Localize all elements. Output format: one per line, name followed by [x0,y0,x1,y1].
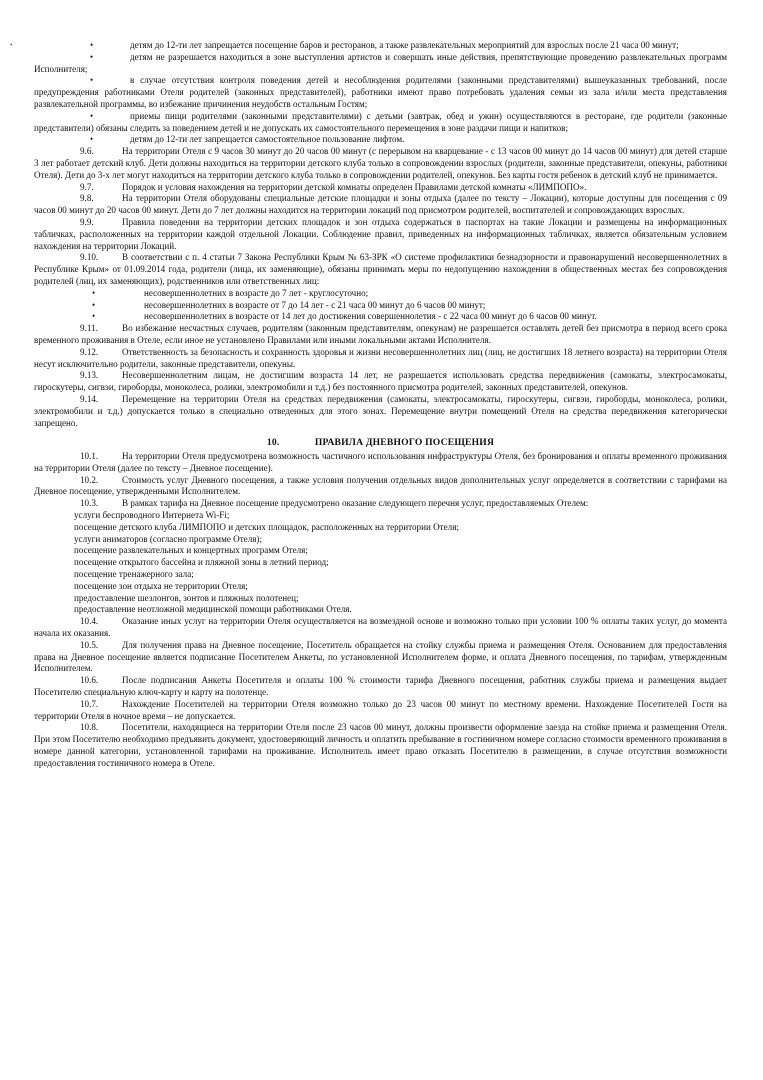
bullet-item: • несовершеннолетних в возрасте от 7 до 14 лет - с 21 часа 00 минут до 6 часов 00 минут; [34,300,727,312]
clause-10-8 [34,722,727,769]
clause-10-4 [34,616,727,640]
clause-9-11 [34,323,727,347]
clause-10-7 [34,699,727,723]
clause-number: 10.7. [80,698,99,709]
bullet-item: • несовершеннолетних в возрасте от 14 лет до достижения совершеннолетия - с 22 часа 00 минут до 6 часов 00 минут. [34,311,727,323]
clause-number: 9.9. [80,216,94,227]
clause-text: Порядок и условия нахождения на территории детской комнаты определен Правилами детской комнаты «ЛИМПОПО». [122,181,587,192]
clause-number: 10.2. [80,474,99,485]
clause-number: 9.6. [80,146,94,157]
clause-number: 9.14. [80,393,99,404]
clause-9-12 [34,347,727,371]
bullet-item: • несовершеннолетних в возрасте до 7 лет - круглосуточно; [34,288,727,300]
bullet-item: • детям до 12-ти лет запрещается посещение баров и ресторанов, а также развлекательных мероприятий для взрослых после 21 часа 00 минут; [34,40,727,52]
scan-speck: • [10,41,13,49]
clause-9-14 [34,394,727,429]
clause-text: На территории Отеля предусмотрена возможность частичного использования инфраструктуры Отеля, без бронирования и оплаты временного проживания на территории Отеля (далее по тексту – Дневное посещение). [34,451,727,473]
clause-text: Стоимость услуг Дневного посещения, а также условия получения отдельных видов дополнительных услуг определяется в соответствии с тарифами на Дневное посещение, утвержденными Исполнителем. [34,474,727,497]
clause-number: 10.4. [80,616,99,627]
clause-9-10 [34,252,727,287]
clause-number: 9.10. [80,252,99,263]
clause-text: Во избежание несчастных случаев, родителям (законным представителям, опекунам) не разрешается оставлять детей без присмотра в период всего срока временного проживания в Отеле, если иное не установлено Правилами или иными локальными актами Исполнителя. [34,323,727,345]
clause-10-2 [34,475,727,499]
clause-9-9 [34,217,727,252]
clause-text: Перемещение на территории Отеля на средствах передвижения (самокаты, электросамокаты, гироскутеры, сигвэи, гироборды, моноколеса, ролики, электромобили и т.д.) допускается только в специально отведенных для этого зонах. Перемещение внутри помещений Отеля на средства передвижения категорически запрещено. [34,393,727,428]
bullet-item: • в случае отсутствия контроля поведения детей и несоблюдения родителями (законными представителями) вышеуказанных требований, после предупреждения работниками Отеля родителей (законных представителей), работники имеют право потребовать удаления семьи из зала и/или места представления развлекательной программы, во избежание причинения неудобств остальным Гостям; [34,75,727,110]
clause-9-8 [34,193,727,217]
clause-number: 10.5. [80,639,99,650]
clause-text: После подписания Анкеты Посетителя и оплаты 100 % стоимости тарифа Дневного посещения, работник службы приема и размещения выдает Посетителю специальную ключ-карту и карту на полотенце. [34,675,727,698]
clause-number: 9.11. [80,323,98,334]
bullet-item: • приемы пищи родителями (законными представителями) с детьми (завтрак, обед и ужин) осуществляются в ресторане, где родители (законные представители) обязаны следить за поведением детей и не допускать их самостоятельного перемещения в зоне раздачи пищи и напитков; [34,111,727,135]
list-item: услуги беспроводного Интернета Wi-Fi; [74,510,230,521]
clause-text: В рамках тарифа на Дневное посещение предусмотрено оказание следующего перечня услуг, предоставляемых Отелем: [122,498,589,509]
clause-number: 9.7. [80,181,94,192]
clause-text: Правила поведения на территории детских площадок и зон отдыха содержаться в паспортах на такие Локации и размещены на информационных табличках, расположенных на территории каждой отдельной Локации. Соблюдение правил, приведенных на информационных табличках, является обязательным условием нахождения на территории Локаций. [34,216,727,251]
list-item: предоставление неотложной медицинской помощи работниками Отеля. [74,604,352,615]
list-item: посещение тренажерного зала; [74,569,194,580]
bullet-item: • детям не разрешается находиться в зоне выступления артистов и совершать иные действия, препятствующие проведению развлекательных программ Исполнителя; [34,52,727,76]
clause-text: Нахождение Посетителей на территории Отеля возможно только до 23 часов 00 минут по местному времени. Нахождение Посетителей Гостя на территории Отеля в ночное время – не допускается. [34,698,727,721]
clause-text: На территории Отеля оборудованы специальные детские площадки и зоны отдыха (далее по тексту – Локации), которые доступны для посещения с 09 часов 00 минут до 20 часов 00 минут. Дети до 7 лет должны находится на территории локаций под присмотром родителей, воспитателей и сопровождающих взрослых. [34,193,727,216]
section-heading [34,437,727,449]
clause-text: Посетители, находящиеся на территории Отеля после 23 часов 00 минут, должны произвести оформление заезда на стойке приема и размещения Отеля. При этом Посетителю необходимо предъявить документ, удостоверяющий личность и оплатить пребывание в гостиничном номере согласно стоимости временного проживания в номере данной категории, установленной тарифами на проживание. Исполнитель имеет право отказать Посетителю в размещении, в случае отсутствия возможности предоставления гостиничного номера в Отеле. [34,722,727,768]
list-item: услуги аниматоров (согласно программе Отеля); [74,533,262,544]
clause-number: 9.12. [80,346,99,357]
clause-number: 10.8. [80,722,99,733]
clause-9-13 [34,370,727,394]
clause-10-1 [34,451,727,475]
clause-text: В соответствии с п. 4 статьи 7 Закона Республики Крым № 63-ЗРК «О системе профилактики безнадзорности и правонарушений несовершеннолетних в Республике Крым» от 01.09.2014 года, родители (лица, их заменяющие), обязаны принимать меры по недопущению нахождения в общественных местах без сопровождения родителей (лиц, их заменяющих), родственников или ответственных лиц: [34,252,727,286]
clause-text: Для получения права на Дневное посещение, Посетитель обращается на стойку службы приема и размещения Отеля. Основанием для предоставления права на Дневное посещение является подписание Посетителем Анкеты, по установленной Исполнителем форме, и оплата Дневного посещения, по тарифам, утвержденным Исполнителем. [34,639,727,674]
clause-text: Оказание иных услуг на территории Отеля осуществляется на возмездной основе и возможно только при условии 100 % оплаты таких услуг, до момента начала их оказания. [34,616,727,639]
section-number: 10. [266,437,280,449]
clause-9-6 [34,146,727,181]
clause-10-5 [34,640,727,675]
list-item: посещение развлекательных и концертных программ Отеля; [74,545,308,556]
clause-10-3 [34,498,727,510]
list-item: посещение открытого бассейна и пляжной зоны в летний период; [74,557,329,568]
clause-number: 9.8. [80,193,94,204]
clause-text: Несовершеннолетним лицам, не достигшим возраста 14 лет, не разрешается использовать средства передвижения (самокаты, электросамокаты, гироскутеры, сигвэи, гироборды, моноколеса, ролики, электромобили и т.д.) без постоянного присмотра родителей, законных представителей, опекунов. [34,370,727,393]
clause-number: 10.6. [80,675,99,686]
services-list [34,510,727,616]
list-item: предоставление шезлонгов, зонтов и пляжных полотенец; [74,592,299,603]
clause-number: 9.13. [80,370,99,381]
clause-10-6 [34,675,727,699]
clause-9-7 [34,182,727,194]
bullet-item: • детям до 12-ти лет запрещается самостоятельное пользование лифтом. [34,134,727,146]
clause-number: 10.1. [80,451,99,462]
section-title: ПРАВИЛА ДНЕВНОГО ПОСЕЩЕНИЯ [314,437,495,449]
list-item: посещение детского клуба ЛИМПОПО и детских площадок, расположенных на территории Отеля; [74,521,459,532]
clause-text: На территории Отеля с 9 часов 30 минут до 20 часов 00 минут (с перерывом на кварцевание - с 13 часов 00 минут до 14 часов 00 минут) для детей старше 3 лет работает детский клуб. Дети должны находиться на территории детского клуба только в сопровождении взрослых (родители, законные представители, опекуны, работники Отеля). Дети до 3-х лет могут находиться на территории детского клуба только в сопровождении родителей, опекунов. Без карты гостя ребенок в детский клуб не принимается. [34,146,727,180]
clause-text: Ответственность за безопасность и сохранность здоровья и жизни несовершеннолетних лиц (лиц, не достигших 18 летнего возраста) на территории Отеля несут исключительно родители, законные представители, опекуны. [34,346,727,369]
list-item: посещение зон отдыха не территории Отеля; [74,580,248,591]
clause-number: 10.3. [80,498,99,509]
